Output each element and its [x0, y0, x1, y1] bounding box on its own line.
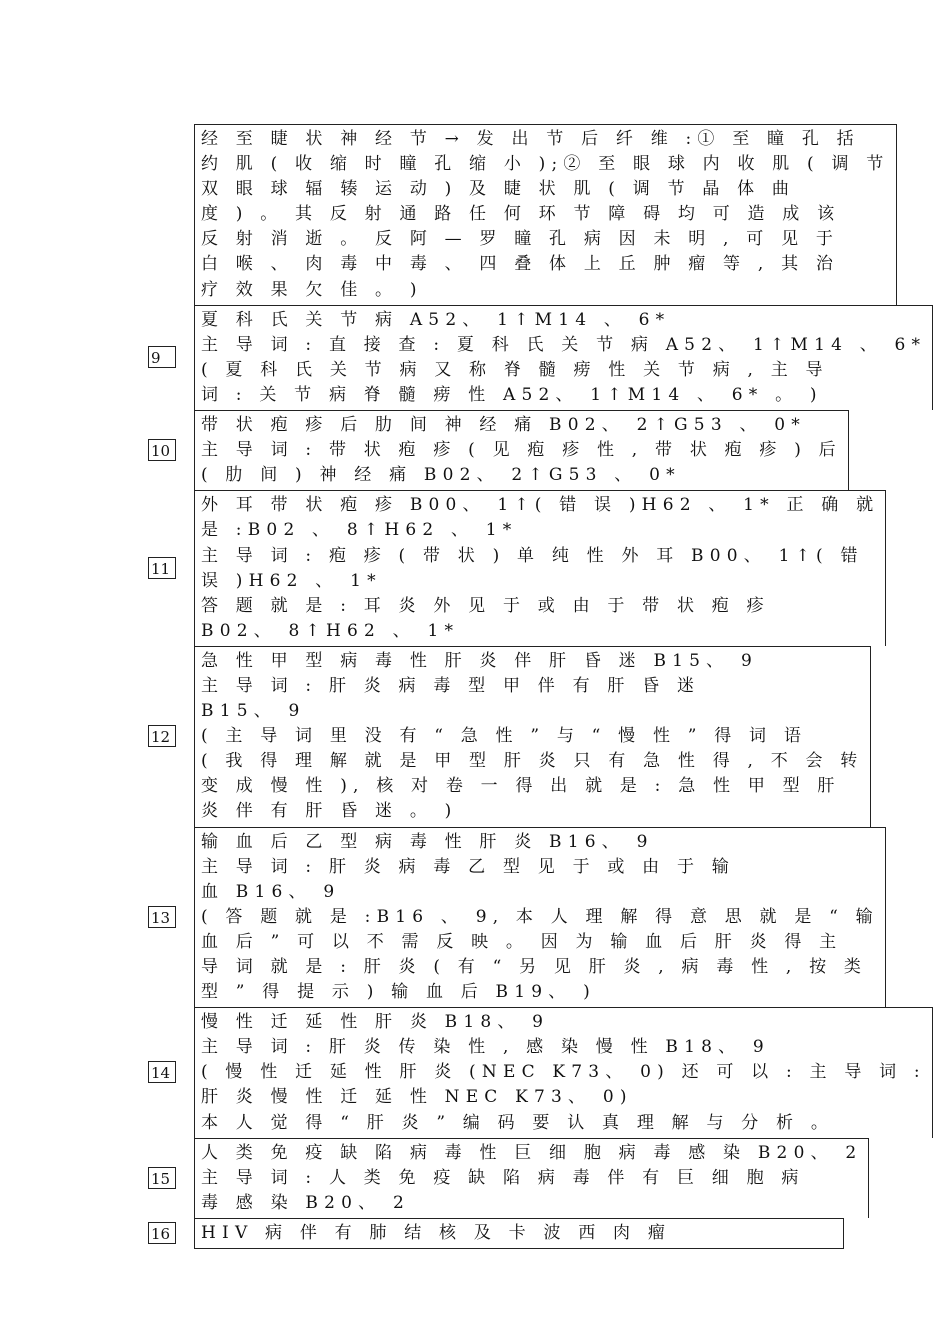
text-line: ( 主 导 词 里 没 有 “ 急 性 ” 与 “ 慢 性 ” 得 词 语 [201, 726, 808, 747]
text-line: 疗 效 果 欠 佳 。 ) [201, 279, 423, 300]
text-line: 是 :B02 、 8↑H62 、 1* [201, 520, 518, 541]
row-content [194, 124, 897, 305]
table-row [148, 124, 890, 305]
text-line: 炎 伴 有 肝 昏 迷 。 ) [201, 801, 458, 822]
row-number-cell [148, 1138, 194, 1218]
row-content [194, 827, 886, 1008]
table-row [148, 490, 880, 646]
text-line: 输 血 后 乙 型 病 毒 性 肝 炎 B16、 9 [201, 831, 654, 852]
text-line: 主 导 词 : 肝 炎 病 毒 型 甲 伴 有 肝 昏 迷 [201, 675, 701, 696]
row-number: 15 [148, 1167, 176, 1189]
text-line: ( 夏 科 氏 关 节 病 又 称 脊 髓 痨 性 关 节 病 , 主 导 [201, 359, 829, 380]
row-number: 14 [148, 1061, 176, 1083]
text-line: ( 答 题 就 是 :B16 、 9, 本 人 理 解 得 意 思 就 是 “ 输 [201, 906, 879, 927]
text-line: 主 导 词 : 人 类 免 疫 缺 陷 病 毒 伴 有 巨 细 胞 病 [201, 1167, 805, 1188]
text-line: ( 我 得 理 解 就 是 甲 型 肝 炎 只 有 急 性 得 , 不 会 转 [201, 751, 864, 772]
table-row [148, 1007, 926, 1137]
row-number-cell [148, 410, 194, 490]
row-number-cell [148, 1218, 194, 1249]
text-line: ( 慢 性 迁 延 性 肝 炎 (NEC K73、 0) 还 可 以 : 主 导 词 : [201, 1062, 926, 1083]
text-line: 度 ) 。 其 反 射 通 路 任 何 环 节 障 碍 均 可 造 成 该 [201, 204, 841, 225]
table-row [148, 1138, 863, 1218]
row-number: 9 [148, 346, 176, 368]
row-number-cell [148, 305, 194, 410]
row-content [194, 1218, 844, 1249]
document-table [148, 124, 927, 1249]
text-line: 主 导 词 : 直 接 查 : 夏 科 氏 关 节 病 A52、 1↑M14 、 6* [201, 334, 927, 355]
text-line: 外 耳 带 状 疱 疹 B00、 1↑( 错 误 )H62 、 1* 正 确 就 [201, 495, 880, 516]
row-content [194, 1007, 933, 1137]
text-line: 带 状 疱 疹 后 肋 间 神 经 痛 B02、 2↑G53 、 0* [201, 415, 806, 436]
row-number-cell [148, 124, 194, 305]
row-content [194, 646, 871, 827]
text-line: 夏 科 氏 关 节 病 A52、 1↑M14 、 6* [201, 309, 671, 330]
text-line: 主 导 词 : 带 状 疱 疹 ( 见 疱 疹 性 , 带 状 疱 疹 ) 后 [201, 440, 842, 461]
row-number: 12 [148, 725, 176, 747]
text-line: 肝 炎 慢 性 迁 延 性 NEC K73、 0) [201, 1087, 633, 1108]
text-line: 导 词 就 是 : 肝 炎 ( 有 “ 另 见 肝 炎 , 病 毒 性 , 按 类 [201, 957, 868, 977]
text-line: 毒 感 染 B20、 2 [201, 1192, 410, 1213]
text-line: 误 )H62 、 1* [201, 570, 382, 591]
text-line: 约 肌 ( 收 缩 时 瞳 孔 缩 小 );② 至 眼 球 内 收 肌 ( 调 节 [201, 154, 890, 175]
row-content [194, 410, 849, 490]
text-line: B02、 8↑H62 、 1* [201, 620, 460, 641]
text-line: ( 肋 间 ) 神 经 痛 B02、 2↑G53 、 0* [201, 465, 681, 486]
text-line: 急 性 甲 型 病 毒 性 肝 炎 伴 肝 昏 迷 B15、 9 [201, 650, 758, 671]
row-number-cell [148, 490, 194, 646]
text-line: HIV 病 伴 有 肺 结 核 及 卡 波 西 肉 瘤 [201, 1222, 672, 1243]
text-line: 人 类 免 疫 缺 陷 病 毒 性 巨 细 胞 病 毒 感 染 B20、 2 [201, 1142, 863, 1163]
table-row [148, 410, 844, 490]
text-line: 主 导 词 : 肝 炎 病 毒 乙 型 见 于 或 由 于 输 [201, 856, 735, 877]
text-line: 答 题 就 是 : 耳 炎 外 见 于 或 由 于 带 状 疱 疹 [201, 595, 770, 616]
text-line: 反 射 消 逝 。 反 阿 — 罗 瞳 孔 病 因 未 明 , 可 见 于 [201, 229, 840, 250]
row-content [194, 305, 933, 410]
row-number: 16 [148, 1222, 176, 1244]
text-line: 双 眼 球 辐 辏 运 动 ) 及 睫 状 肌 ( 调 节 晶 体 曲 [201, 179, 796, 200]
row-content [194, 1138, 869, 1218]
text-line: 本 人 觉 得 “ 肝 炎 ” 编 码 要 认 真 理 解 与 分 析 。 [201, 1112, 835, 1133]
text-line: 血 后 ” 可 以 不 需 反 映 。 因 为 输 血 后 肝 炎 得 主 [201, 931, 843, 952]
text-line: 白 喉 、 肉 毒 中 毒 、 四 叠 体 上 丘 肿 瘤 等 , 其 治 [201, 254, 840, 275]
text-line: 主 导 词 : 肝 炎 传 染 性 , 感 染 慢 性 B18、 9 [201, 1037, 770, 1058]
row-number-cell [148, 827, 194, 1008]
row-number: 11 [148, 557, 176, 579]
table-row [148, 305, 927, 410]
text-line: B15、 9 [201, 701, 306, 722]
text-line: 变 成 慢 性 ), 核 对 卷 一 得 出 就 是 : 急 性 甲 型 肝 [201, 776, 841, 797]
text-line: 词 : 关 节 病 脊 髓 痨 性 A52、 1↑M14 、 6* 。 ) [201, 384, 823, 405]
text-line: 型 ” 得 提 示 ) 输 血 后 B19、 ) [201, 982, 596, 1003]
table-row [148, 646, 864, 827]
text-line: 主 导 词 : 疱 疹 ( 带 状 ) 单 纯 性 外 耳 B00、 1↑( 错 [201, 545, 864, 566]
table-row [148, 1218, 844, 1249]
row-number-cell [148, 646, 194, 827]
row-number: 13 [148, 906, 176, 928]
text-line: 慢 性 迁 延 性 肝 炎 B18、 9 [201, 1012, 550, 1033]
row-number: 10 [148, 439, 176, 461]
text-line: 血 B16、 9 [201, 881, 341, 902]
row-number-cell [148, 1007, 194, 1137]
table-row [148, 827, 879, 1008]
row-content [194, 490, 886, 646]
text-line: 经 至 睫 状 神 经 节 → 发 出 节 后 纤 维 :① 至 瞳 孔 括 [201, 129, 860, 149]
